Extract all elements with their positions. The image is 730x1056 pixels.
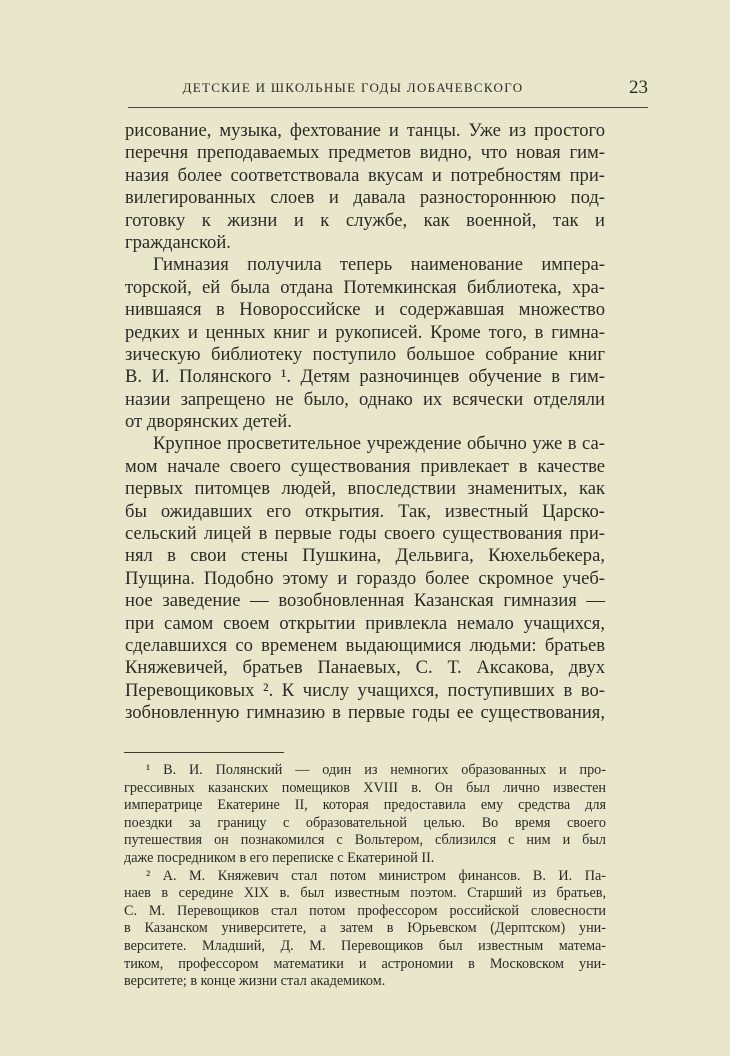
paragraph: [125, 120, 605, 254]
text-line: редких и ценных книг и рукописей. Кроме того, в гимна-: [125, 321, 605, 343]
text-line: бы ожидавших его открытия. Так, известный Царско-: [125, 500, 605, 522]
footnote-line: императрице Екатерине II, которая предоставила ему средства для: [124, 797, 606, 814]
text-line: мом начале своего существования привлекает в качестве: [125, 455, 605, 477]
body-text: [125, 120, 605, 725]
footnote-line: верситете. Младший, Д. М. Перевощиков был известным матема-: [124, 937, 606, 954]
footnote-line: поездки за границу с образовательной целью. Во время своего: [124, 814, 606, 831]
running-header: [128, 78, 648, 106]
text-line: первых питомцев людей, впоследствии знаменитых, как: [125, 478, 605, 500]
footnote-line: наев в середине XIX в. был известным поэтом. Старший из братьев,: [124, 885, 606, 902]
text-line: перечня преподаваемых предметов видно, что новая гим-: [125, 142, 605, 164]
footnote-line: в Казанском университете, а затем в Юрьевском (Дерптском) уни-: [124, 920, 606, 937]
text-line: вилегированных слоев и давала разностороннюю под-: [125, 187, 605, 209]
text-line: назия более соответствовала вкусам и потребностям при-: [125, 164, 605, 186]
footnote-line: ² А. М. Княжевич стал потом министром финансов. В. И. Па-: [146, 867, 606, 884]
text-line: торской, ей была отдана Потемкинская библиотека, хра-: [125, 276, 605, 298]
text-line: зическую библиотеку поступило большое собрание книг: [125, 343, 605, 365]
footnote-rule: [124, 752, 284, 753]
text-line: Крупное просветительное учреждение обычно уже в са-: [153, 433, 605, 455]
text-line: готовку к жизни и к службе, как военной, так и: [125, 209, 605, 231]
text-line: зобновленную гимназию в первые годы ее существования,: [125, 702, 605, 724]
text-line: Перевощиковых ². К числу учащихся, поступивших в во-: [125, 679, 605, 701]
text-line: нял в свои стены Пушкина, Дельвига, Кюхельбекера,: [125, 545, 605, 567]
text-line: нившаяся в Новороссийске и содержавшая множество: [125, 299, 605, 321]
text-line: назии запрещено не было, однако их всячески отделяли: [125, 388, 605, 410]
paragraph: [125, 254, 605, 433]
footnote-line: тиком, профессором математики и астрономии в Московском уни-: [124, 955, 606, 972]
header-rule: [128, 107, 648, 108]
footnote-line: путешествия он познакомился с Вольтером, сблизился с ним и был: [124, 832, 606, 849]
text-line: от дворянских детей.: [125, 411, 292, 433]
footnote-1: [124, 762, 606, 868]
page-number: 23: [629, 77, 648, 98]
footnote-line: даже посредником в его переписке с Екатериной II.: [124, 849, 435, 866]
text-line: Гимназия получила теперь наименование импера-: [153, 254, 605, 276]
text-line: ное заведение — возобновленная Казанская гимназия —: [125, 590, 605, 612]
paragraph: [125, 433, 605, 724]
running-title: ДЕТСКИЕ И ШКОЛЬНЫЕ ГОДЫ ЛОБАЧЕВСКОГО: [182, 80, 524, 95]
text-line: сделавшихся со временем выдающимися людьми: братьев: [125, 634, 605, 656]
text-line: гражданской.: [125, 231, 231, 253]
text-line: Княжевичей, братьев Панаевых, С. Т. Аксакова, двух: [125, 657, 605, 679]
text-line: В. И. Полянского ¹. Детям разночинцев обучение в гим-: [125, 366, 605, 388]
footnote-line: верситете; в конце жизни стал академиком.: [124, 973, 386, 990]
text-line: Пущина. Подобно этому и гораздо более скромное учеб-: [125, 567, 605, 589]
footnote-line: ¹ В. И. Полянский — один из немногих образованных и про-: [146, 762, 606, 778]
text-line: сельский лицей в первые годы своего существования при-: [125, 523, 605, 545]
text-line: при самом своем открытии привлекла немало учащихся,: [125, 612, 605, 634]
footnote-line: С. М. Перевощиков стал потом профессором российской словесности: [124, 902, 606, 919]
footnote-line: грессивных казанских помещиков XVIII в. Он был лично известен: [124, 779, 606, 796]
footnote-2: [124, 868, 606, 991]
text-line: рисование, музыка, фехтование и танцы. Уже из простого: [125, 120, 605, 141]
footnotes: [124, 762, 606, 991]
